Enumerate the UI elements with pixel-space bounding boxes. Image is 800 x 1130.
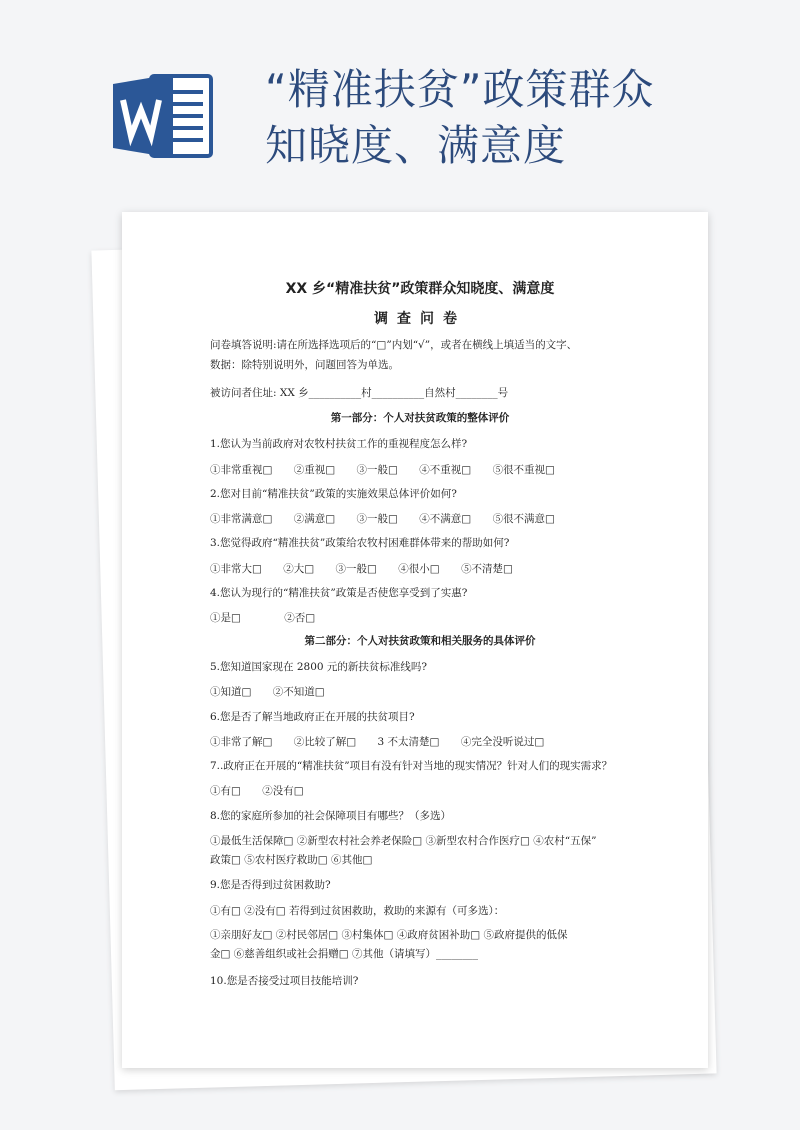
question-8-options-line-2[interactable]: 政策□ ⑤农村医疗救助□ ⑥其他□ [210,854,373,866]
q1-option-3[interactable]: ③一般□ [356,464,398,476]
question-1: 1.您认为当前政府对农牧村扶贫工作的重视程度怎么样? [210,438,468,450]
q5-option-1[interactable]: ①知道□ [210,686,252,698]
section-part-2: 第二部分：个人对扶贫政策和相关服务的具体评价 [304,635,536,647]
question-1-options [210,463,630,477]
q1-option-2[interactable]: ②重视□ [293,464,336,476]
question-6-options [210,735,630,749]
q2-option-3[interactable]: ③一般□ [356,513,398,525]
question-9-options-line-2[interactable]: ①亲朋好友□ ②村民邻居□ ③村集体□ ④政府贫困补助□ ⑤政府提供的低保 [210,929,568,941]
document-page [122,212,708,1068]
question-7: 7..政府正在开展的“精准扶贫”项目有没有针对当地的现实情况？针对人们的现实需求？ [210,760,613,772]
q2-option-5[interactable]: ⑤很不满意□ [492,513,555,525]
word-document-icon [113,72,213,160]
q3-option-2[interactable]: ②大□ [283,563,315,575]
question-3-options [210,562,630,576]
q1-option-1[interactable]: ①非常重视□ [210,464,273,476]
q1-option-5[interactable]: ⑤很不重视□ [492,464,555,476]
intro-line-1: 问卷填答说明:请在所选择选项后的“□”内划“√”，或者在横线上填适当的文字、 [210,339,578,351]
intro-line-2: 数据：除特别说明外，问题回答为单选。 [210,359,399,371]
q6-option-2[interactable]: ②比较了解□ [293,736,357,748]
question-3: 3.您觉得政府“精准扶贫”政策给农牧村困难群体带来的帮助如何? [210,537,510,549]
q7-option-2[interactable]: ②没有□ [262,785,304,797]
question-7-options [210,784,630,798]
document-subtitle: 调查问卷 [374,311,466,327]
q2-option-4[interactable]: ④不满意□ [419,513,472,525]
question-4-options [210,611,630,625]
document-title: XX 乡“精准扶贫”政策群众知晓度、满意度 [285,281,555,297]
q4-option-1[interactable]: ①是□ [210,612,241,624]
q1-option-4[interactable]: ④不重视□ [419,464,472,476]
q3-option-4[interactable]: ④很小□ [398,563,440,575]
address-line: 被访问者住址: XX 乡__________村__________自然村________号 [210,387,509,399]
question-9: 9.您是否得到过贫困救助? [210,879,331,891]
q4-option-2[interactable]: ②否□ [284,612,316,624]
q3-option-5[interactable]: ⑤不清楚□ [461,563,513,575]
page-title [265,62,785,174]
question-2: 2.您对目前“精准扶贫”政策的实施效果总体评价如何? [210,488,457,500]
question-10: 10.您是否接受过项目技能培训? [210,975,359,987]
question-8-options-line-1[interactable]: ①最低生活保障□ ②新型农村社会养老保险□ ③新型农村合作医疗□ ④农村“五保” [210,835,597,847]
q2-option-2[interactable]: ②满意□ [293,513,336,525]
question-5: 5.您知道国家现在 2800 元的新扶贫标准线吗? [210,661,428,673]
question-5-options [210,685,630,699]
q5-option-2[interactable]: ②不知道□ [272,686,325,698]
q3-option-3[interactable]: ③一般□ [335,563,377,575]
question-2-options [210,512,630,526]
title-line-2: 知晓度、满意度 [265,121,567,170]
q6-option-4[interactable]: ④完全没听说过□ [460,736,545,748]
page-header [0,0,800,200]
question-8: 8.您的家庭所参加的社会保障项目有哪些？（多选） [210,810,452,822]
question-9-options-line-3[interactable]: 金□ ⑥慈善组织或社会捐赠□ ⑦其他（请填写）________ [210,948,479,960]
q7-option-1[interactable]: ①有□ [210,785,241,797]
section-part-1: 第一部分：个人对扶贫政策的整体评价 [330,412,510,424]
q2-option-1[interactable]: ①非常满意□ [210,513,273,525]
question-6: 6.您是否了解当地政府正在开展的扶贫项目? [210,711,415,723]
q6-option-3[interactable]: 3 不太清楚□ [377,736,440,748]
question-4: 4.您认为现行的“精准扶贫”政策是否使您享受到了实惠? [210,587,468,599]
q3-option-1[interactable]: ①非常大□ [210,563,262,575]
q6-option-1[interactable]: ①非常了解□ [210,736,273,748]
question-9-options-line-1[interactable]: ①有□ ②没有□ 若得到过贫困救助，救助的来源有（可多选）： [210,905,505,917]
title-line-1: “精准扶贫”政策群众 [265,65,655,114]
